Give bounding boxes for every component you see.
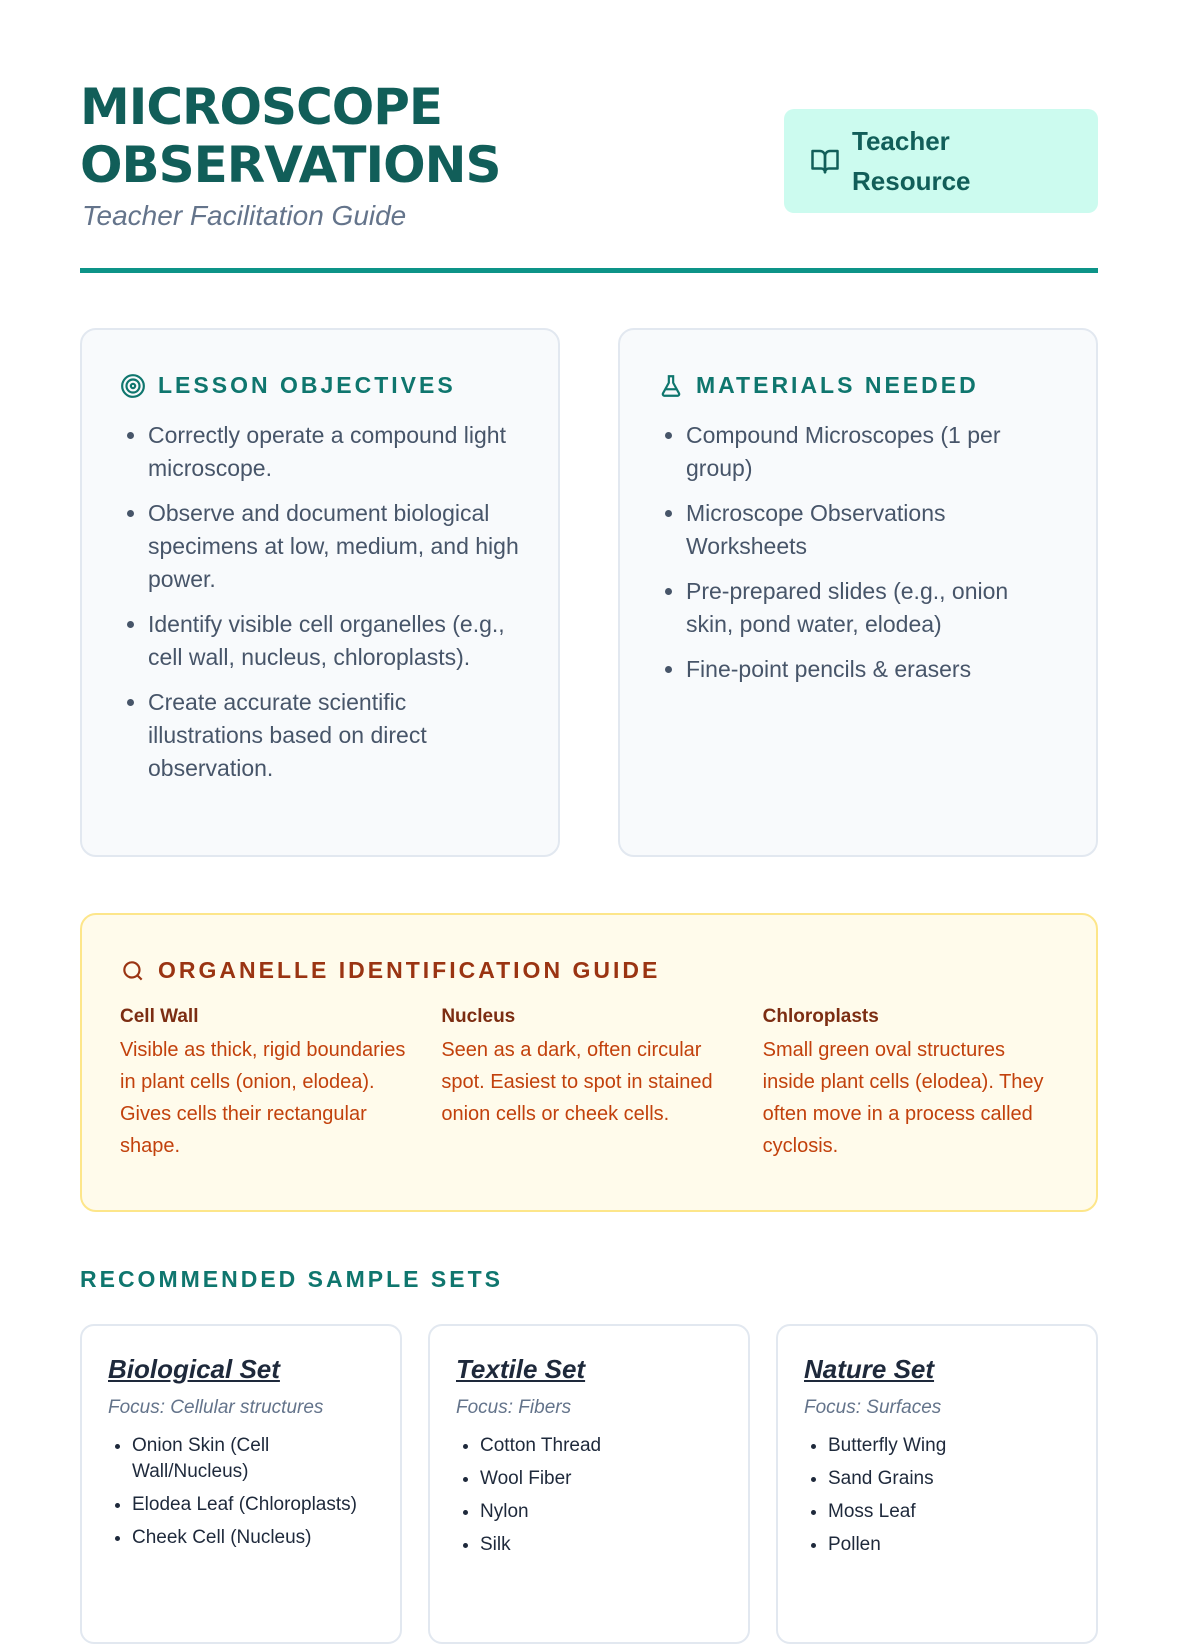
heading-text: MATERIALS NEEDED: [696, 372, 979, 398]
list-item: • Create accurate scientific illustrations based on direct observation.: [148, 686, 520, 785]
materials-card: [618, 328, 1098, 857]
sample-set-card: [80, 1324, 402, 1644]
lesson-objectives-card: [80, 328, 560, 857]
list-item: • Silk: [480, 1532, 722, 1558]
list-item: • Pre-prepared slides (e.g., onion skin, pond water, elodea): [686, 575, 1058, 641]
badge-label: [852, 121, 1002, 201]
column-text: Seen as a dark, often circular spot. Easiest to spot in stained onion cells or cheek cells.: [441, 1039, 713, 1125]
title-line-1: MICROSCOPE: [80, 78, 443, 136]
set-list: [108, 1433, 374, 1551]
list-item: • Cotton Thread: [480, 1433, 722, 1459]
page-title: [80, 78, 500, 194]
sample-sets-heading: RECOMMENDED SAMPLE SETS: [80, 1266, 503, 1292]
sample-sets: [80, 1324, 1098, 1644]
list-item: • Identify visible cell organelles (e.g., cell wall, nucleus, chloroplasts).: [148, 608, 520, 674]
organelle-guide: [80, 913, 1098, 1212]
badge-line-2: Resource: [852, 166, 971, 196]
card-heading: [658, 372, 1058, 399]
column-title: Nucleus: [441, 1006, 516, 1027]
list-item: • Microscope Observations Worksheets: [686, 497, 1058, 563]
guide-column: [120, 1006, 415, 1162]
set-list: [804, 1433, 1070, 1558]
header: [80, 0, 1098, 275]
search-icon: [120, 958, 146, 984]
list-item: • Wool Fiber: [480, 1466, 722, 1492]
teacher-resource-badge: [784, 109, 1098, 213]
guide-column: [441, 1006, 736, 1162]
column-title: Cell Wall: [120, 1006, 199, 1027]
materials-list: [658, 419, 1058, 686]
column-title: Chloroplasts: [762, 1006, 879, 1027]
guide-column: [763, 1006, 1058, 1162]
list-item: • Cheek Cell (Nucleus): [132, 1525, 374, 1551]
set-focus: Focus: Fibers: [456, 1397, 572, 1418]
column-text: Visible as thick, rigid boundaries in plant cells (onion, elodea). Gives cells their rectangular shape.: [120, 1039, 406, 1157]
list-item: • Elodea Leaf (Chloroplasts): [132, 1492, 374, 1518]
set-title: Biological Set: [108, 1354, 280, 1384]
info-cards: [80, 328, 1098, 857]
list-item: • Butterfly Wing: [828, 1433, 1070, 1459]
sample-set-card: [776, 1324, 1098, 1644]
page: [80, 0, 1098, 1555]
objectives-list: [120, 419, 520, 785]
list-item: • Onion Skin (Cell Wall/Nucleus): [132, 1433, 374, 1485]
set-list: [456, 1433, 722, 1558]
set-title: Nature Set: [804, 1354, 935, 1384]
guide-columns: [120, 1006, 1058, 1162]
card-heading: [120, 372, 520, 399]
target-icon: [120, 373, 146, 399]
header-divider: [80, 268, 1098, 273]
list-item: • Compound Microscopes (1 per group): [686, 419, 1058, 485]
heading-text: ORGANELLE IDENTIFICATION GUIDE: [158, 957, 661, 983]
list-item: • Observe and document biological specimens at low, medium, and high power.: [148, 497, 520, 596]
heading-text: LESSON OBJECTIVES: [158, 372, 456, 398]
sample-set-card: [428, 1324, 750, 1644]
list-item: • Pollen: [828, 1532, 1070, 1558]
book-open-icon: [810, 146, 840, 176]
list-item: • Correctly operate a compound light microscope.: [148, 419, 520, 485]
card-heading: [120, 957, 1058, 984]
set-focus: Focus: Surfaces: [804, 1397, 942, 1418]
page-subtitle: Teacher Facilitation Guide: [82, 200, 407, 231]
badge-line-1: Teacher: [852, 126, 950, 156]
list-item: • Nylon: [480, 1499, 722, 1525]
list-item: • Moss Leaf: [828, 1499, 1070, 1525]
list-item: • Fine-point pencils & erasers: [686, 653, 1058, 686]
set-focus: Focus: Cellular structures: [108, 1397, 324, 1418]
list-item: • Sand Grains: [828, 1466, 1070, 1492]
flask-icon: [658, 373, 684, 399]
column-text: Small green oval structures inside plant cells (elodea). They often move in a process called cyclosis.: [762, 1039, 1044, 1157]
title-line-2: OBSERVATIONS: [80, 136, 501, 194]
set-title: Textile Set: [456, 1354, 586, 1384]
